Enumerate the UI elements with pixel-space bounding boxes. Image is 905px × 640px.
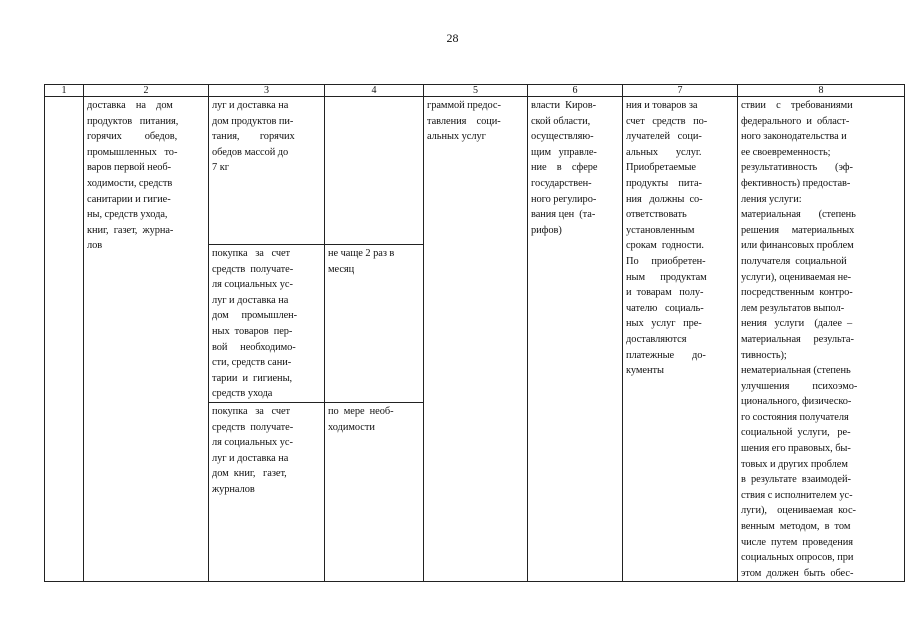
cell-text: граммой предос- тавления соци- альных услуг <box>427 100 501 143</box>
cell-col7 <box>623 97 738 582</box>
cell-col8 <box>738 97 905 582</box>
cell-text: доставка на дом продуктов питания, горячих обедов, промышленных то- варов первой необ- ходимости, средств санитарии и гигие- ны, средств ухода, книг, газет, журна- лов <box>87 100 179 252</box>
header-row <box>45 85 905 97</box>
services-table <box>44 84 905 582</box>
cell-col4-row2 <box>325 245 424 403</box>
table-row <box>45 97 905 245</box>
column-header: 1 <box>45 85 84 97</box>
cell-text: ствии с требованиями федерального и област- ного законодательства и ее своевременность; результативность (эф- фективность) предостав- ления услуги: материальная (степень решения материальных или финансовых проблем получателя социальной услуги), оцениваемая не- посредственным контро- лем результатов выпол- нения услуги (далее – материальная результа- тивность); нематериальная (степень улучшения психоэмо- ционального, физическо- го состояния получателя социальной услуги, ре- шения его правовых, бы- товых и других проблем в результате взаимодей- ствия с исполнителем ус- луги), оцениваемая кос- венным методом, в том числе путем проведения социальных опросов, при этом должен быть обес- <box>741 100 858 579</box>
column-header: 2 <box>84 85 209 97</box>
cell-text: покупка за счет средств получате- ля социальных ус- луг и доставка на дом книг, газет, журналов <box>212 405 294 495</box>
page-number: 28 <box>446 31 459 45</box>
cell-text: власти Киров- ской области, осуществляю- щим управле- ние в сфере государствен- ного регулиро- вания цен (та- рифов) <box>531 100 598 236</box>
cell-text: не чаще 2 раз в месяц <box>328 248 395 275</box>
cell-col3-row2 <box>209 245 325 403</box>
cell-col3-row3 <box>209 402 325 581</box>
cell-text: луг и доставка на дом продуктов пи- тания, горячих обедов массой до 7 кг <box>212 100 295 174</box>
cell-text: по мере необ- ходимости <box>328 405 394 433</box>
cell-col2 <box>84 97 209 582</box>
column-header: 7 <box>623 85 738 97</box>
cell-col4-row1 <box>325 97 424 245</box>
column-header: 6 <box>528 85 623 97</box>
cell-col6 <box>528 97 623 582</box>
column-header: 4 <box>325 85 424 97</box>
column-header: 5 <box>424 85 528 97</box>
column-header: 8 <box>738 85 905 97</box>
cell-text: покупка за счет средств получате- ля социальных ус- луг и доставка на дом промышлен- ных товаров пер- вой необходимо- сти, средств сани- тарии и гигиены, средств ухода <box>212 248 298 400</box>
column-header: 3 <box>209 85 325 97</box>
cell-col3-row1 <box>209 97 325 245</box>
cell-col4-row3 <box>325 402 424 581</box>
cell-col1 <box>45 97 84 582</box>
cell-col5 <box>424 97 528 582</box>
cell-text: ния и товаров за счет средств по- лучателей соци- альных услуг. Приобретаемые продукты пита- ния должны со- ответствовать установленным срокам годности. По приобретен- ным продуктам и товарам полу- чателю социаль- ных услуг пре- доставляются платежные до- кументы <box>626 100 708 377</box>
